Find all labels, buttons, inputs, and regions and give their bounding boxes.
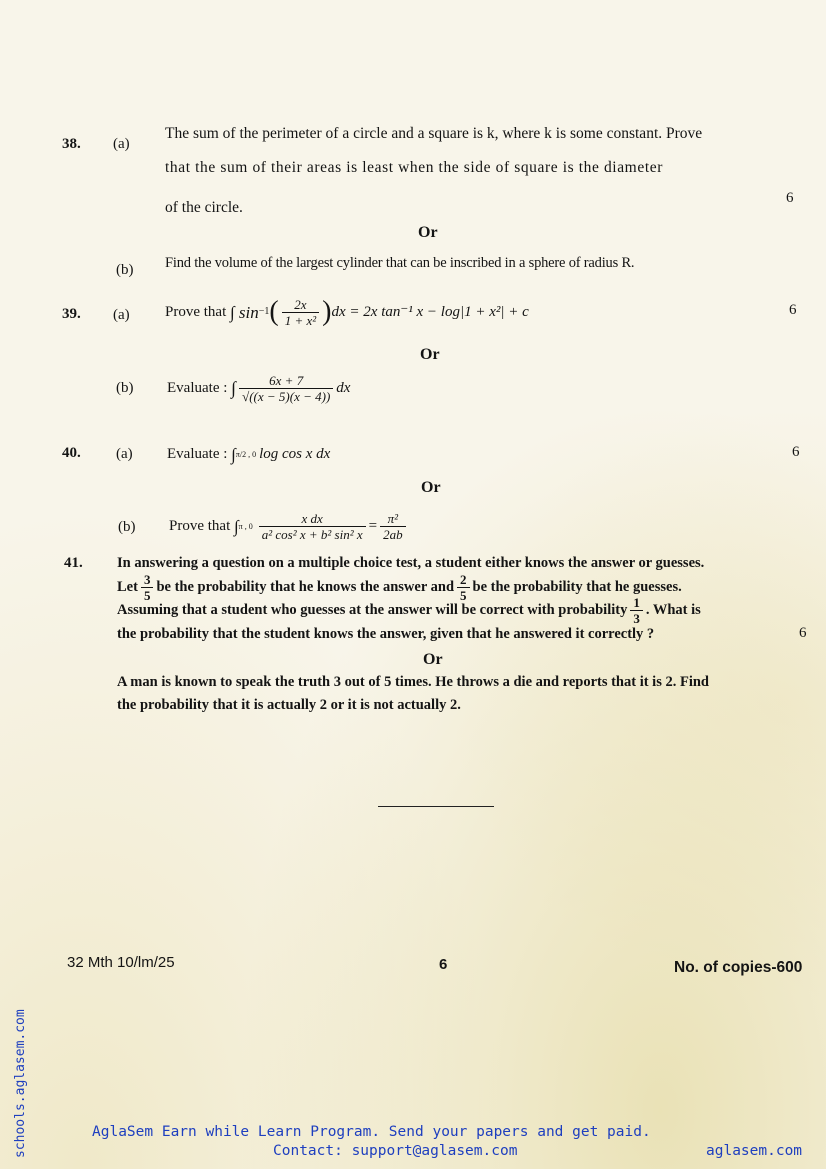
q40-b-prefix: Prove that xyxy=(169,517,231,534)
q40-a-prefix: Evaluate : xyxy=(167,445,228,462)
q39-number: 39. xyxy=(62,306,81,322)
watermark-side: schools.aglasem.com xyxy=(13,1009,28,1158)
q41-f3-num: 1 xyxy=(630,595,643,611)
q41-line2-c: be the probability that he guesses. xyxy=(472,579,682,595)
q39-a-frac-num: 2x xyxy=(282,297,319,313)
q39-b-expression xyxy=(167,366,350,410)
q41-line3 xyxy=(117,594,701,626)
q39-a-sup: −1 xyxy=(258,306,270,317)
q41-line3-b: . What is xyxy=(645,602,701,618)
watermark-line1: AglaSem Earn while Learn Program. Send your papers and get paid. xyxy=(92,1124,651,1140)
q40-marks: 6 xyxy=(792,444,800,460)
q41-f1-den: 5 xyxy=(143,587,151,603)
q39-a-frac-den: 1 + x² xyxy=(284,312,317,328)
q40-b-label: (b) xyxy=(118,519,136,535)
q40-number: 40. xyxy=(62,445,81,461)
q40-a-integral: ∫ xyxy=(231,444,236,464)
q38-a-line1: The sum of the perimeter of a circle and a square is k, where k is some constant. Prove xyxy=(165,125,703,142)
end-rule xyxy=(378,806,494,807)
q39-b-label: (b) xyxy=(116,380,134,396)
q39-or: Or xyxy=(420,346,440,363)
q39-a-label: (a) xyxy=(113,307,130,323)
q41-line2-a: Let xyxy=(117,579,138,595)
q38-b-label: (b) xyxy=(116,262,134,278)
q41-fraction-1-3 xyxy=(630,595,643,626)
watermark-site: aglasem.com xyxy=(706,1143,803,1159)
q41-line1: In answering a question on a multiple choice test, a student either knows the answer or guesses. xyxy=(117,555,705,571)
q39-b-frac-num: 6x + 7 xyxy=(239,373,333,389)
q38-a-line2: that the sum of their areas is least when the side of square is the diameter xyxy=(165,159,663,176)
footer-copies: No. of copies-600 xyxy=(674,959,803,976)
q39-b-fraction xyxy=(239,373,333,404)
q41-line4: the probability that the student knows the answer, given that he answered it correctly ? xyxy=(117,626,655,642)
q39-a-expression: Prove that ∫ sin −1 ( $\frac{2x}{\text{1 + x²}}$ ) dx = 2x tan⁻¹ x − log|1 + x²| + c xyxy=(165,296,529,328)
q39-b-prefix: Evaluate : xyxy=(167,379,228,396)
q39-a-fraction xyxy=(282,297,319,328)
q40-b-frac-num: x dx xyxy=(259,511,366,527)
q40-b-limits: π , 0 xyxy=(238,521,253,531)
q41-f3-den: 3 xyxy=(633,610,640,626)
footer-page-number: 6 xyxy=(439,956,448,973)
q40-b-integral: ∫ xyxy=(234,516,239,536)
q40-b-result xyxy=(380,511,406,542)
q41-marks: 6 xyxy=(799,625,807,641)
q41-f2-den: 5 xyxy=(460,587,467,603)
q41-number: 41. xyxy=(64,555,83,571)
q41-line3-a: Assuming that a student who guesses at the answer will be correct with probability xyxy=(117,602,628,618)
q41-line2-b: be the probability that he knows the answer and xyxy=(156,579,455,595)
q38-marks: 6 xyxy=(786,190,794,206)
q39-b-integral: ∫ xyxy=(231,378,237,398)
q39-a-rest: dx = 2x tan⁻¹ x − log|1 + x²| + c xyxy=(331,303,529,320)
q41-alt-line2: the probability that it is actually 2 or it is not actually 2. xyxy=(117,697,461,713)
q38-a-line3: of the circle. xyxy=(165,199,243,216)
q38-or: Or xyxy=(418,224,438,241)
q40-b-expression xyxy=(169,504,409,548)
q41-or: Or xyxy=(423,651,443,668)
q40-a-rest: log cos x dx xyxy=(259,445,331,462)
q41-f1-num: 3 xyxy=(141,572,154,588)
q40-a-limits: π/2 , 0 xyxy=(235,449,257,459)
q39-b-frac-den: √((x − 5)(x − 4)) xyxy=(242,388,331,404)
q38-number: 38. xyxy=(62,136,81,152)
watermark-line2: Contact: support@aglasem.com xyxy=(273,1143,518,1159)
q39-a-prefix: Prove that xyxy=(165,303,227,320)
q39-b-dx: dx xyxy=(336,379,351,396)
q40-b-eq: = xyxy=(368,517,378,534)
q40-a-expression xyxy=(167,438,330,470)
q39-a-integral: ∫ sin xyxy=(230,302,259,322)
q40-b-fraction xyxy=(259,511,366,542)
q41-alt-line1: A man is known to speak the truth 3 out of 5 times. He throws a die and reports that it is 2. Find xyxy=(117,674,709,690)
q40-b-frac-den: a² cos² x + b² sin² x xyxy=(261,526,363,542)
q40-a-label: (a) xyxy=(116,446,133,462)
q40-or: Or xyxy=(421,479,441,496)
footer-code: 32 Mth 10/lm/25 xyxy=(67,954,175,971)
q41-f2-num: 2 xyxy=(457,572,470,588)
q38-a-label: (a) xyxy=(113,136,130,152)
q38-b-text: Find the volume of the largest cylinder that can be inscribed in a sphere of radius R. xyxy=(165,255,635,271)
q40-b-res-num: π² xyxy=(380,511,406,527)
q39-marks: 6 xyxy=(789,302,797,318)
q40-b-res-den: 2ab xyxy=(383,526,403,542)
